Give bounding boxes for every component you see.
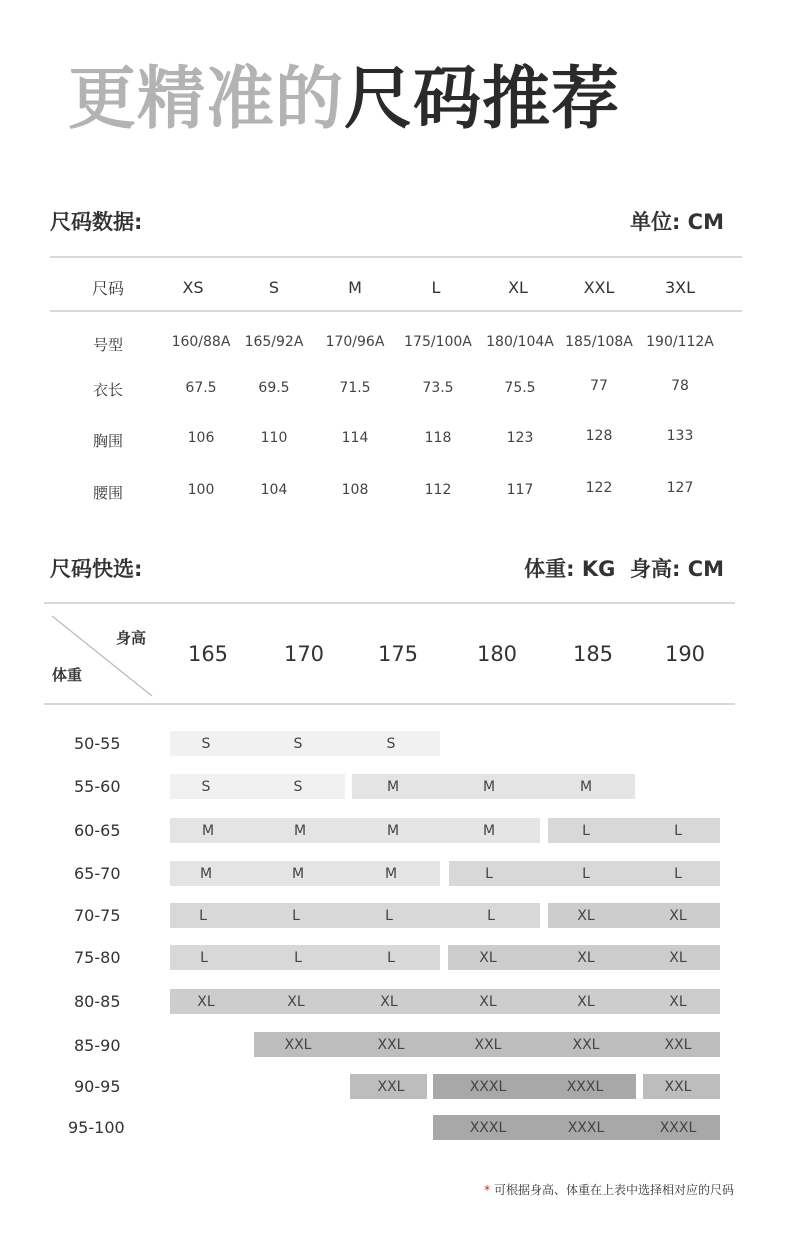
size-cell: 69.5 (258, 380, 290, 396)
recommend-cell: L (292, 907, 300, 924)
recommend-cell: XXL (284, 1036, 312, 1053)
size-cell: 108 (341, 482, 369, 498)
recommend-cell: XL (669, 949, 687, 966)
size-row-label: 胸围 (92, 432, 124, 450)
size-col-header: M (348, 278, 362, 297)
size-band (170, 989, 720, 1014)
size-col-header: L (431, 278, 441, 297)
size-col-header: XS (182, 278, 204, 297)
recommend-cell: XL (479, 949, 497, 966)
size-cell: 75.5 (504, 380, 536, 396)
size-cell: 190/112A (646, 334, 714, 350)
size-cell: 127 (666, 480, 694, 496)
recommend-cell: M (291, 865, 305, 882)
size-cell: 128 (585, 428, 613, 444)
recommend-cell: XXXL (469, 1119, 507, 1136)
recommend-cell: M (293, 822, 307, 839)
recommend-cell: L (582, 822, 590, 839)
footnote-text: 可根据身高、体重在上表中选择相对应的尺码 (490, 1183, 734, 1197)
height-col-header: 170 (283, 642, 325, 666)
size-cell: 122 (585, 480, 613, 496)
recommend-cell: S (293, 778, 303, 795)
recommend-cell: L (485, 865, 493, 882)
size-data-heading: 尺码数据: (50, 210, 143, 234)
size-cell: 104 (260, 482, 288, 498)
recommend-cell: XL (669, 907, 687, 924)
weight-row-label: 50-55 (74, 734, 121, 753)
size-cell: 123 (506, 430, 534, 446)
size-cell: 170/96A (325, 334, 385, 350)
recommend-cell: XXL (572, 1036, 600, 1053)
weight-row-label: 90-95 (74, 1077, 121, 1096)
size-cell: 118 (424, 430, 452, 446)
recommend-cell: XL (669, 993, 687, 1010)
weight-row-label: 80-85 (74, 992, 121, 1011)
size-cell: 175/100A (404, 334, 472, 350)
quick-select-unit: 体重: KG 身高: CM (524, 557, 724, 581)
size-cell: 133 (666, 428, 694, 444)
recommend-cell: L (387, 949, 395, 966)
footnote-asterisk: * (484, 1183, 491, 1197)
table-header-rule (50, 310, 742, 312)
recommend-cell: XL (380, 993, 398, 1010)
height-col-header: 165 (187, 642, 229, 666)
weight-row-label: 70-75 (74, 906, 121, 925)
size-data-unit: 单位: CM (629, 210, 724, 234)
height-col-header: 185 (572, 642, 614, 666)
size-cell: 112 (424, 482, 452, 498)
recommend-cell: XL (479, 993, 497, 1010)
recommend-cell: XXL (377, 1036, 405, 1053)
recommend-cell: M (199, 865, 213, 882)
size-cell: 114 (341, 430, 369, 446)
table-top-rule (50, 256, 742, 258)
weight-row-label: 55-60 (74, 777, 121, 796)
size-row-label: 腰围 (92, 484, 124, 502)
recommend-cell: XXXL (567, 1119, 605, 1136)
weight-row-label: 65-70 (74, 864, 121, 883)
size-cell: 110 (260, 430, 288, 446)
size-cell: 100 (187, 482, 215, 498)
recommend-cell: M (482, 822, 496, 839)
size-cell: 165/92A (244, 334, 304, 350)
size-cell: 73.5 (422, 380, 454, 396)
recommend-cell: M (201, 822, 215, 839)
size-cell: 180/104A (486, 334, 554, 350)
quick-top-rule (44, 602, 735, 604)
recommend-cell: M (386, 778, 400, 795)
recommend-cell: M (579, 778, 593, 795)
size-cell: 67.5 (185, 380, 217, 396)
recommend-cell: S (201, 735, 211, 752)
weight-row-label: 60-65 (74, 821, 121, 840)
recommend-cell: XXXL (659, 1119, 697, 1136)
recommend-cell: XXL (664, 1078, 692, 1095)
size-col-header: XXL (583, 278, 615, 297)
height-axis-label: 身高 (116, 629, 147, 647)
weight-row-label: 95-100 (68, 1118, 125, 1137)
recommend-cell: M (386, 822, 400, 839)
recommend-cell: S (201, 778, 211, 795)
size-cell: 160/88A (171, 334, 231, 350)
recommend-cell: S (293, 735, 303, 752)
recommend-cell: XL (577, 949, 595, 966)
recommend-cell: L (674, 822, 682, 839)
height-col-header: 190 (664, 642, 706, 666)
recommend-cell: XXL (664, 1036, 692, 1053)
size-col-header: S (268, 278, 280, 297)
recommend-cell: XL (287, 993, 305, 1010)
size-cell: 106 (187, 430, 215, 446)
quick-select-heading: 尺码快选: (50, 557, 143, 581)
recommend-cell: XL (197, 993, 215, 1010)
recommend-cell: L (385, 907, 393, 924)
size-cell: 71.5 (339, 380, 371, 396)
recommend-cell: XXXL (469, 1078, 507, 1095)
weight-row-label: 85-90 (74, 1036, 121, 1055)
recommend-cell: XL (577, 993, 595, 1010)
weight-row-label: 75-80 (74, 948, 121, 967)
recommend-cell: M (384, 865, 398, 882)
recommend-cell: XXXL (566, 1078, 604, 1095)
recommend-cell: M (482, 778, 496, 795)
height-col-header: 175 (377, 642, 419, 666)
size-header-label: 尺码 (91, 279, 125, 298)
recommend-cell: XXL (377, 1078, 405, 1095)
recommend-cell: L (487, 907, 495, 924)
size-row-label: 号型 (92, 336, 124, 354)
quick-header-rule (44, 703, 735, 705)
title-gray-part: 更精准的 (68, 60, 345, 139)
size-cell: 78 (671, 378, 689, 394)
weight-axis-label: 体重 (52, 666, 83, 684)
size-cell: 77 (590, 378, 608, 394)
size-row-label: 衣长 (92, 381, 124, 399)
size-col-header: 3XL (664, 278, 696, 297)
title-dark-part: 尺码推荐 (344, 60, 621, 139)
recommend-cell: L (294, 949, 302, 966)
height-col-header: 180 (476, 642, 518, 666)
footnote (484, 1181, 734, 1198)
recommend-cell: XL (577, 907, 595, 924)
recommend-cell: L (674, 865, 682, 882)
recommend-cell: L (199, 907, 207, 924)
size-cell: 185/108A (565, 334, 633, 350)
recommend-cell: L (582, 865, 590, 882)
page-title (68, 58, 620, 142)
size-col-header: XL (508, 278, 528, 297)
recommend-cell: XXL (474, 1036, 502, 1053)
size-cell: 117 (506, 482, 534, 498)
recommend-cell: S (386, 735, 396, 752)
recommend-cell: L (200, 949, 208, 966)
